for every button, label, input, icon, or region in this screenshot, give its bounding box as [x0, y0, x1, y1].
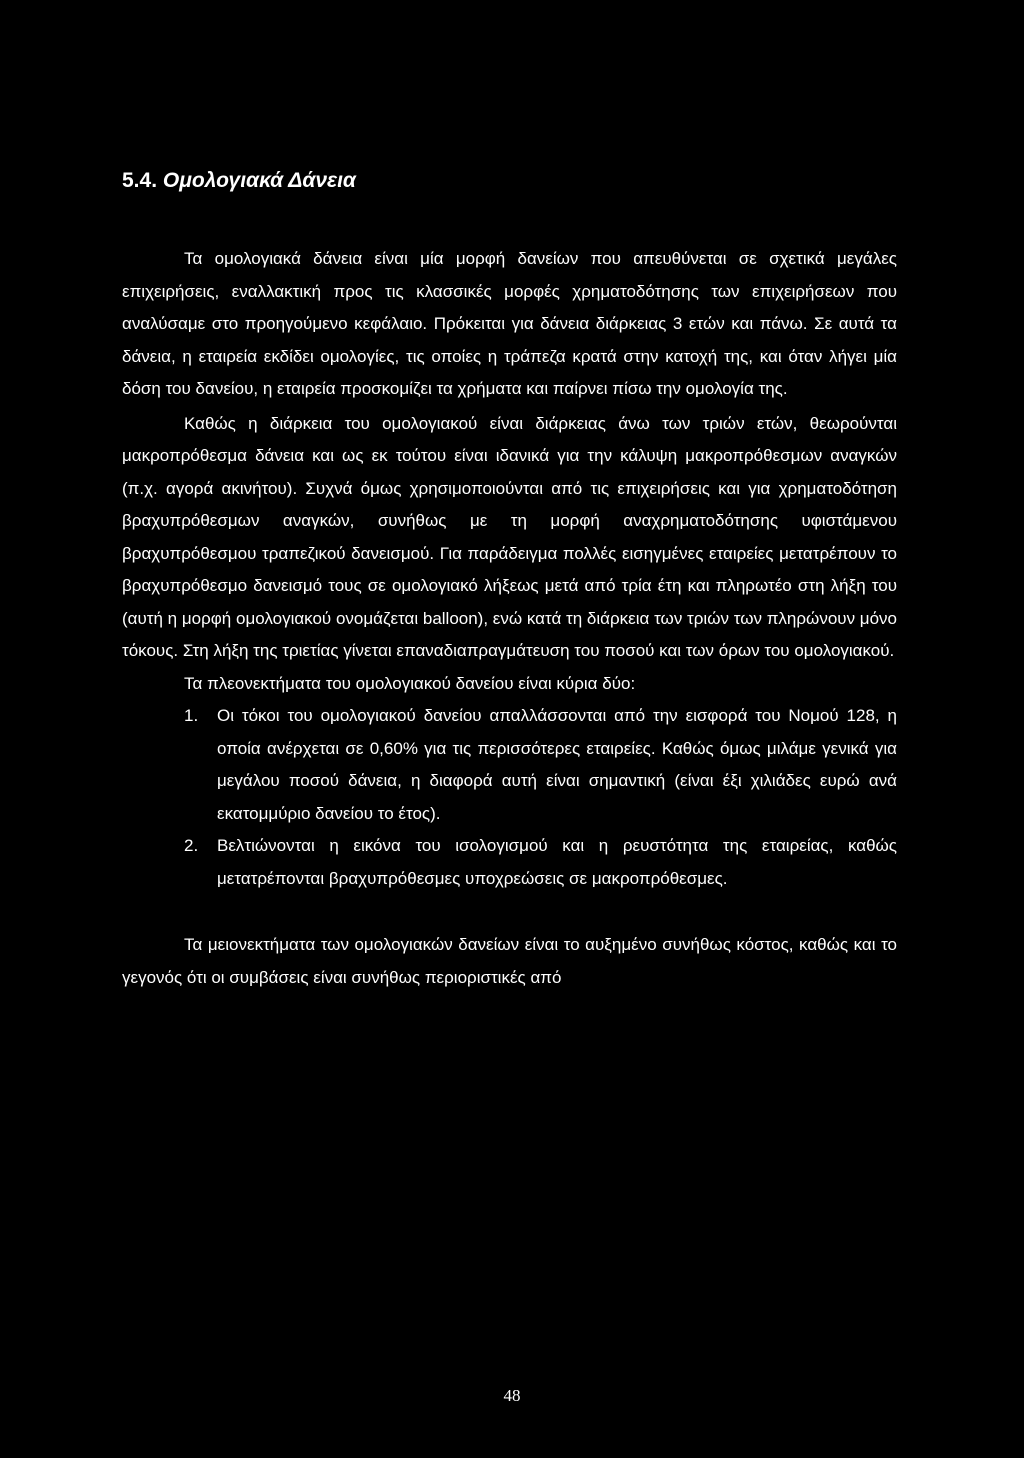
list-item — [122, 700, 897, 830]
list-item-text: Οι τόκοι του ομολογιακού δανείου απαλλάσσονται από την εισφορά του Νομού 128, η οποία ανέρχεται σε 0,60% για τις περισσότερες εταιρείες. Καθώς όμως μιλάμε γενικά για μεγάλου ποσού δάνεια, η διαφορά αυτή είναι σημαντική (είναι έξι χιλιάδες ευρώ ανά εκατομμύριο δανείου το έτος). — [217, 706, 897, 823]
spacer — [122, 895, 897, 929]
paragraph-disadvantages: Τα μειονεκτήματα των ομολογιακών δανείων είναι το αυξημένο συνήθως κόστος, καθώς και το γεγονός ότι οι συμβάσεις είναι συνήθως περιοριστικές από — [122, 935, 897, 987]
advantages-intro: Τα πλεονεκτήματα του ομολογιακού δανείου είναι κύρια δύο: — [184, 673, 636, 693]
paragraph-intro: Τα ομολογιακά δάνεια είναι μία μορφή δανείων που απευθύνεται σε σχετικά μεγάλες επιχειρήσεις, εναλλακτική προς τις κλασσικές μορφές χρηματοδότησης των επιχειρήσεων που αναλύσαμε στο προηγούμενο κεφάλαιο. Πρόκειται για δάνεια διάρκειας 3 ετών και πάνω. Σε αυτά τα δάνεια, η εταιρεία εκδίδει ομολογίες, τις οποίες η τράπεζα κρατά στην κατοχή της, και όταν λήγει μία δόση του δανείου, η εταιρεία προσκομίζει τα χρήματα και παίρνει πίσω την ομολογία της. — [122, 249, 897, 399]
section-number: 5.4. — [122, 169, 158, 192]
page-number: 48 — [503, 1386, 521, 1405]
section-heading — [122, 168, 897, 193]
list-marker: 2. — [184, 836, 199, 856]
list-marker: 1. — [184, 706, 199, 726]
paragraph-duration: Καθώς η διάρκεια του ομολογιακού είναι διάρκειας άνω των τριών ετών, θεωρούνται μακροπρόθεσμα δάνεια και ως εκ τούτου είναι ιδανικά για την κάλυψη μακροπρόθεσμων αναγκών (π.χ. αγορά ακινήτου). Συχνά όμως χρησιμοποιούνται από τις επιχειρήσεις και για χρηματοδότηση βραχυπρόθεσμων αναγκών, συνήθως με τη μορφή αναχρηματοδότησης υφιστάμενου βραχυπρόθεσμου τραπεζικού δανεισμού. Για παράδειγμα πολλές εισηγμένες εταιρείες μετατρέπουν το βραχυπρόθεσμο δανεισμό τους σε ομολογιακό λήξεως μετά από τρία έτη και πληρωτέο στη λήξη του (αυτή η μορφή ομολογιακού ονομάζεται balloon), ενώ κατά τη διάρκεια των τριών των πληρώνουν μόνο τόκους. Στη λήξη της τριετίας γίνεται επαναδιαπραγμάτευση του ποσού και των όρων του ομολογιακού. — [122, 413, 897, 661]
document-page — [122, 168, 897, 994]
section-title: Ομολογιακά Δάνεια — [162, 169, 356, 192]
advantages-list — [122, 700, 897, 895]
list-item-text: Βελτιώνονται η εικόνα του ισολογισμού και η ρευστότητα της εταιρείας, καθώς μετατρέπονται βραχυπρόθεσμες υποχρεώσεις σε μακροπρόθεσμες. — [217, 836, 897, 888]
list-item — [122, 830, 897, 895]
